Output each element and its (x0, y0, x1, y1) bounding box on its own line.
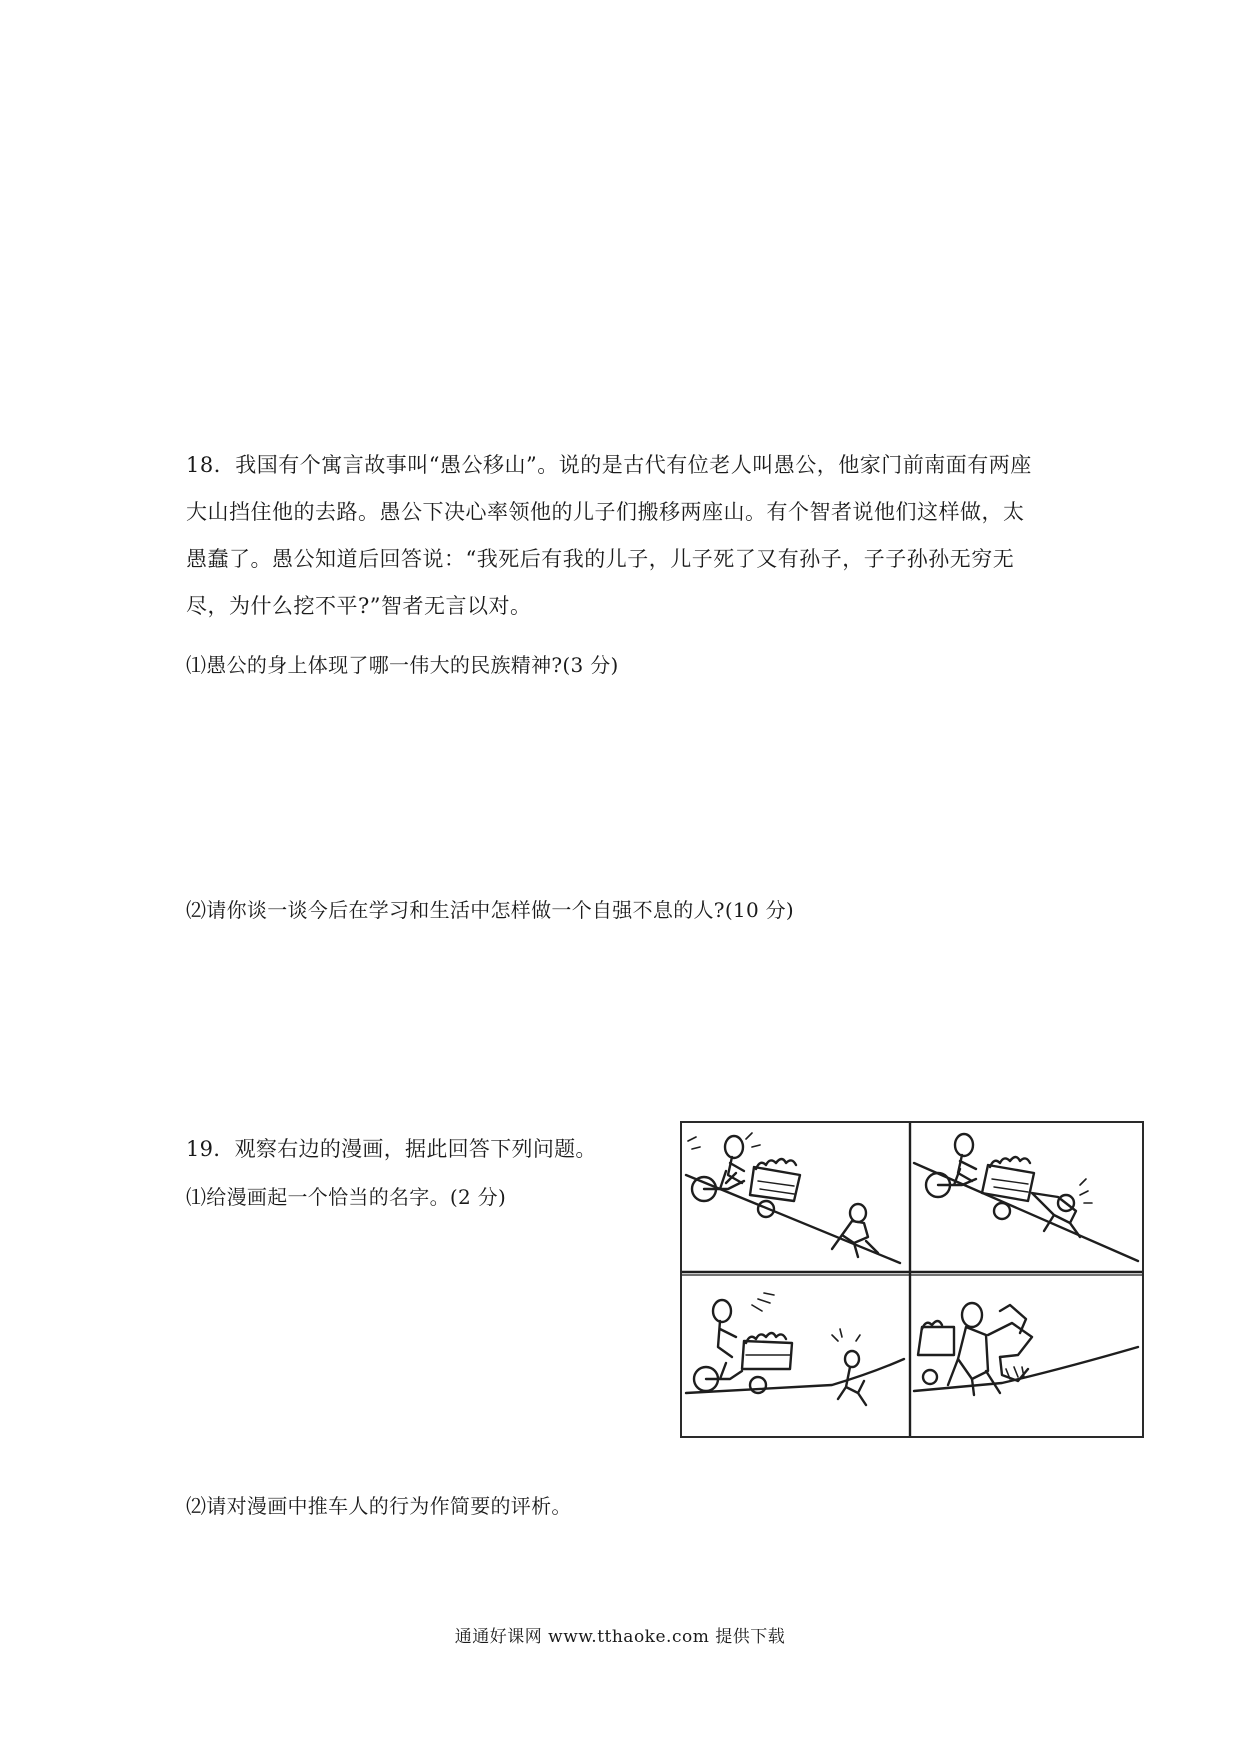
comic-panel-4 (914, 1303, 1138, 1395)
comic-panel-3 (686, 1293, 904, 1405)
question-19-stem: 19．观察右边的漫画，据此回答下列问题。 (186, 1137, 597, 1161)
page-footer: 通通好课网 www.tthaoke.com 提供下载 (454, 1627, 786, 1647)
question-19-sub-2: ⑵请对漫画中推车人的行为作简要的评析。 (186, 1494, 572, 1518)
question-18 (186, 442, 1066, 630)
question-18-sub-2: ⑵请你谈一谈今后在学习和生活中怎样做一个自强不息的人?(10 分) (186, 898, 795, 922)
question-18-line-1: 18．我国有个寓言故事叫“愚公移山”。说的是古代有位老人叫愚公，他家门前南面有两座 (186, 453, 1032, 477)
comic-four-panel (680, 1121, 1144, 1438)
question-18-line-2: 大山挡住他的去路。愚公下决心率领他的儿子们搬移两座山。有个智者说他们这样做，太 (186, 500, 1025, 524)
question-18-line-4: 尽，为什么挖不平?”智者无言以对。 (186, 594, 532, 618)
comic-panel-2 (914, 1134, 1138, 1261)
comic-panel-1 (686, 1133, 900, 1263)
question-19-sub-1: ⑴给漫画起一个恰当的名字。(2 分) (186, 1185, 507, 1209)
question-18-line-3: 愚蠢了。愚公知道后回答说：“我死后有我的儿子，儿子死了又有孙子，子子孙孙无穷无 (186, 547, 1015, 571)
question-18-sub-1: ⑴愚公的身上体现了哪一伟大的民族精神?(3 分) (186, 653, 619, 677)
comic-drawing (682, 1123, 1142, 1436)
